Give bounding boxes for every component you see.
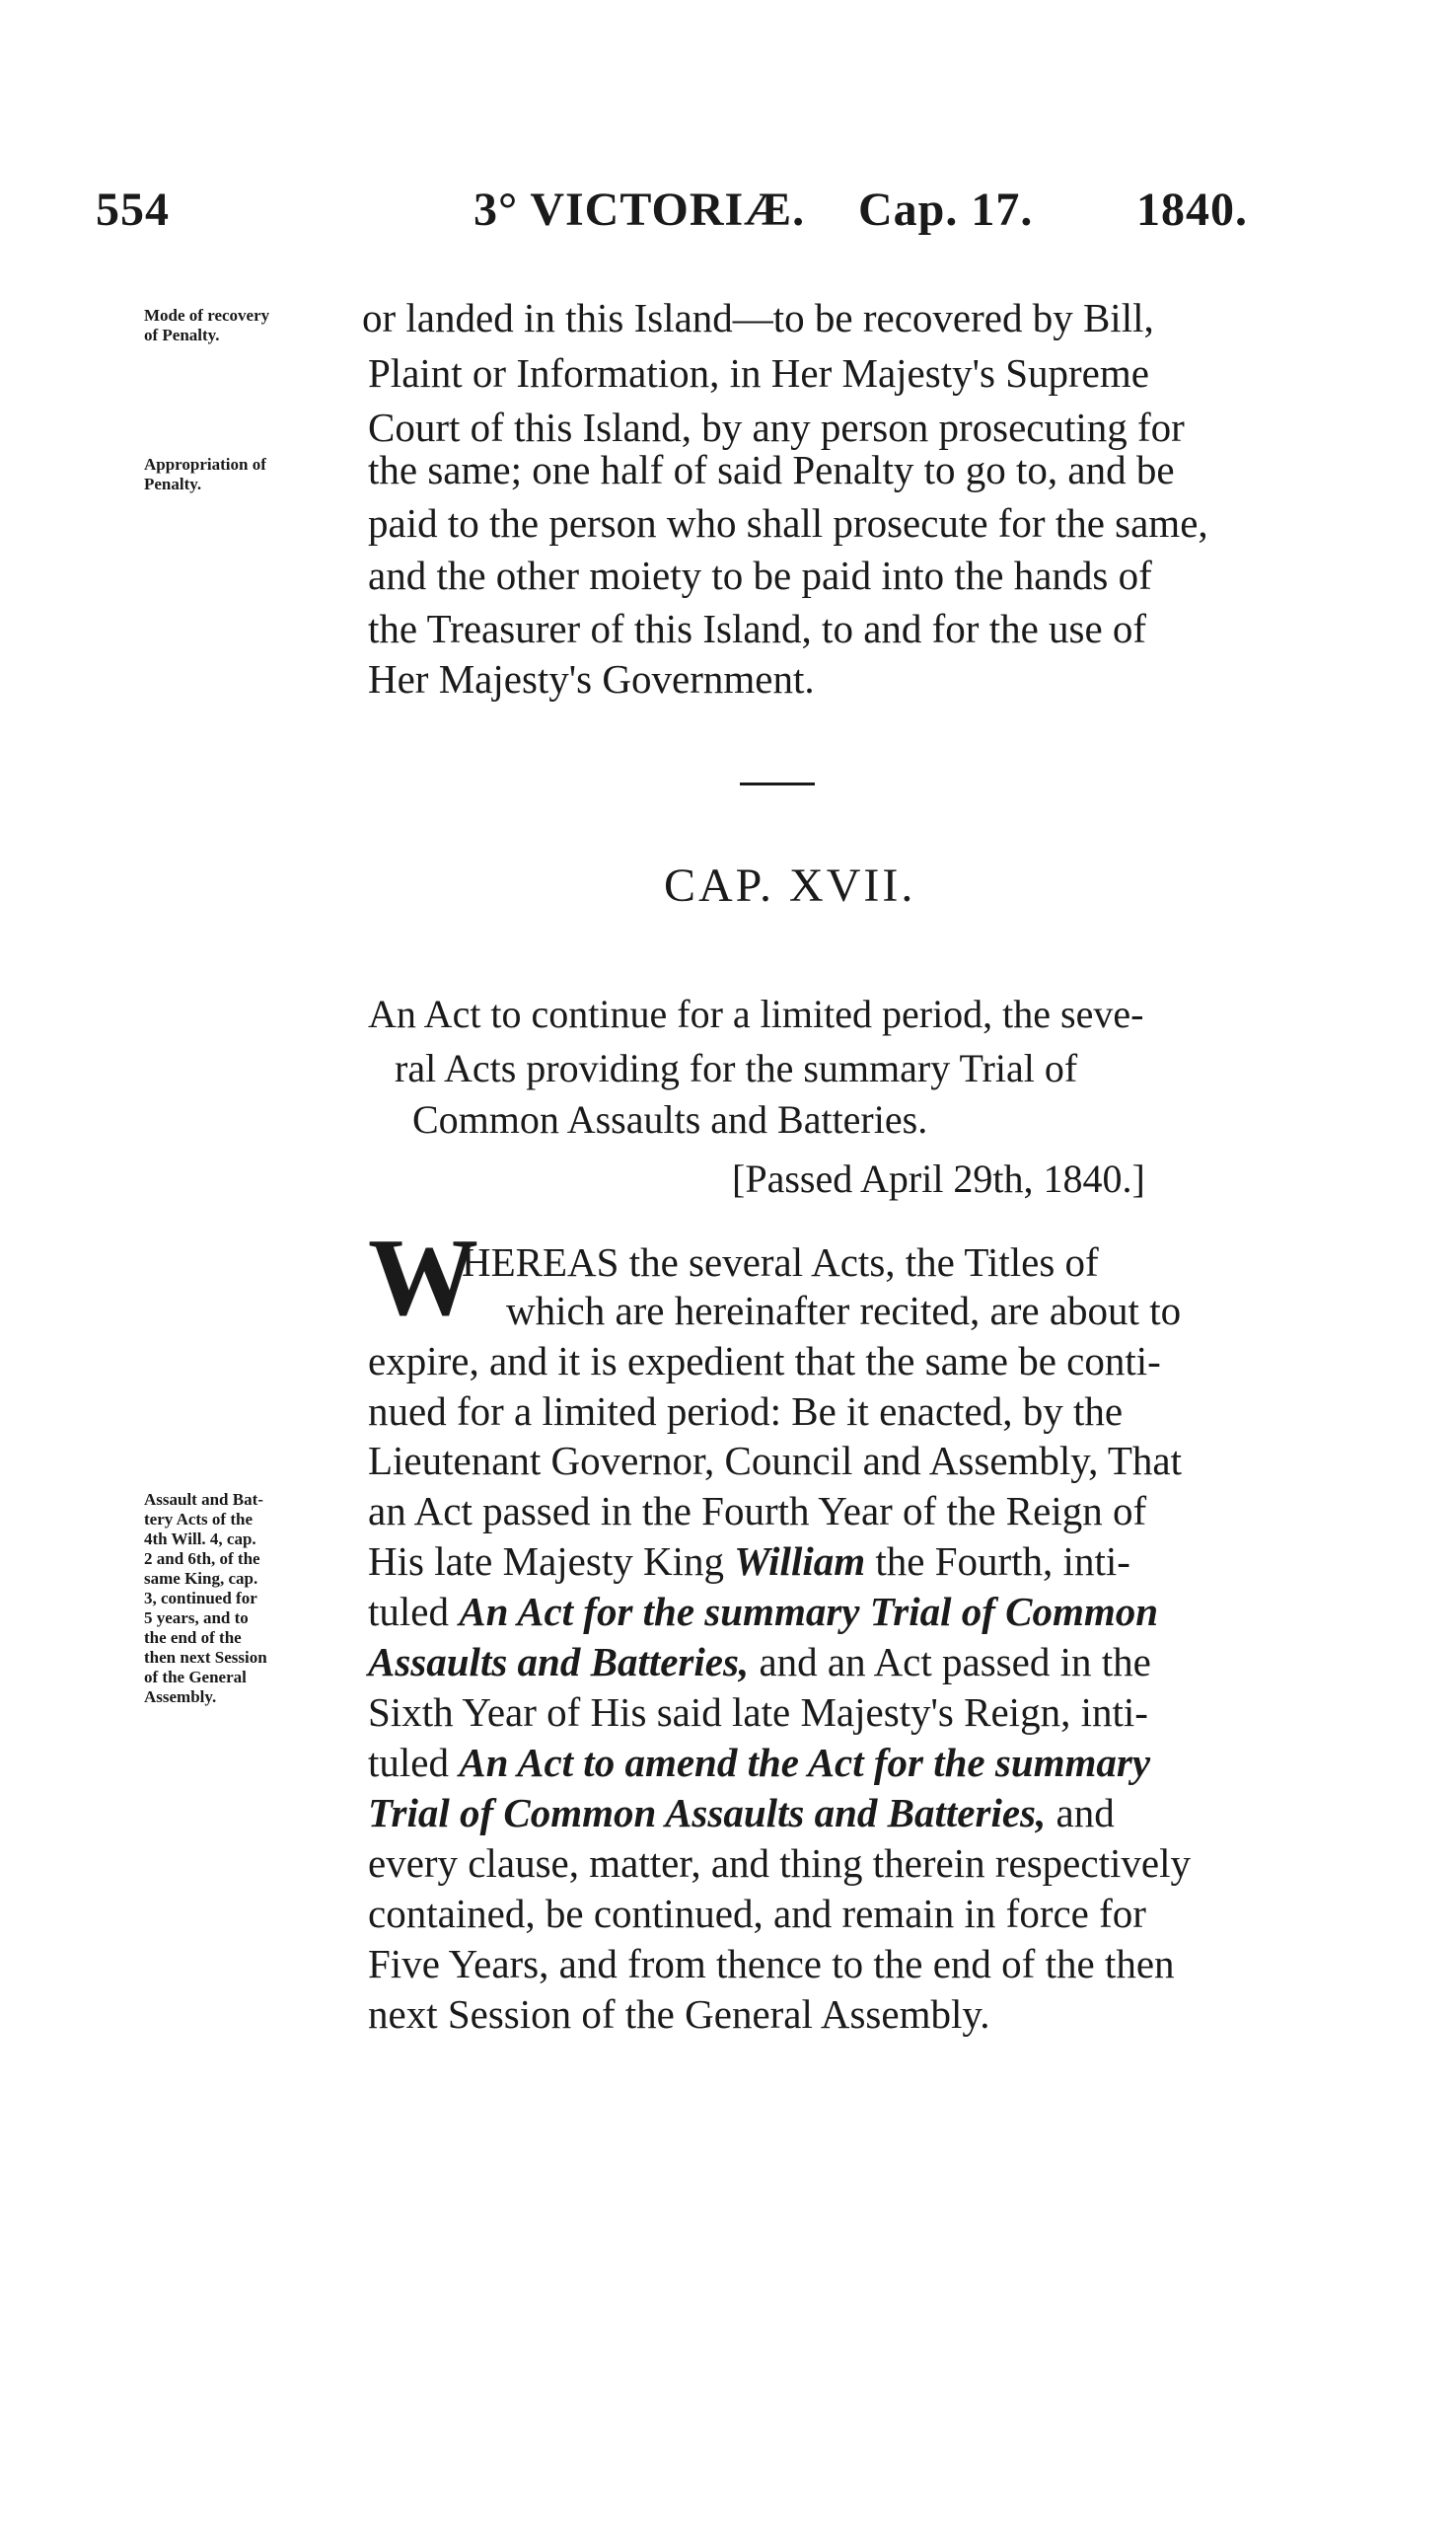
text-span: and an Act passed in the	[749, 1639, 1151, 1684]
text-span: tuled	[368, 1589, 460, 1634]
text-line: expire, and it is expedient that the same be conti-	[368, 1338, 1161, 1383]
margin-note-line: 4th Will. 4, cap.	[144, 1530, 256, 1548]
margin-note-line: 5 years, and to	[144, 1608, 249, 1627]
title-line: ral Acts providing for the summary Trial of	[395, 1046, 1078, 1090]
text-line: Five Years, and from thence to the end of the then	[368, 1941, 1175, 1986]
margin-note-line: Mode of recovery	[144, 306, 270, 325]
margin-note-line: 3, continued for	[144, 1589, 257, 1607]
margin-note-line: same King, cap.	[144, 1569, 258, 1588]
margin-note-line: 2 and 6th, of the	[144, 1549, 260, 1568]
text-line: the Treasurer of this Island, to and for the use of	[368, 606, 1147, 651]
drop-cap: W	[368, 1217, 478, 1339]
text-line: next Session of the General Assembly.	[368, 1991, 990, 2037]
margin-note-line: Assault and Bat-	[144, 1490, 263, 1509]
margin-note-line: of the General	[144, 1668, 247, 1686]
text-line: nued for a limited period: Be it enacted, by the	[368, 1388, 1124, 1434]
chapter-heading: CAP. XVII.	[664, 859, 916, 912]
text-span: His late Majesty King	[368, 1538, 735, 1584]
text-line: Her Majesty's Government.	[368, 656, 815, 702]
title-line: An Act to continue for a limited period, the seve-	[368, 992, 1144, 1036]
text-line: Court of this Island, by any person prosecuting for	[368, 405, 1185, 450]
text-line: Lieutenant Governor, Council and Assembly, That	[368, 1438, 1183, 1483]
year: 1840.	[1136, 184, 1248, 236]
text-line: an Act passed in the Fourth Year of the Reign of	[368, 1488, 1147, 1533]
text-line: or landed in this Island—to be recovered by Bill,	[362, 295, 1154, 340]
margin-note-line: Appropriation of	[144, 455, 266, 474]
text-line	[368, 1634, 1151, 1689]
margin-note-line: then next Session	[144, 1648, 267, 1667]
margin-note-line: Penalty.	[144, 475, 202, 493]
margin-note-recovery	[144, 306, 269, 345]
margin-note-appropriation	[144, 455, 266, 494]
chapter-ref: Cap. 17.	[858, 184, 1034, 236]
text-line: which are hereinafter recited, are about to	[506, 1288, 1182, 1333]
text-line: Plaint or Information, in Her Majesty's Supreme	[368, 350, 1149, 396]
italic-act-title: Assaults and Batteries,	[368, 1639, 750, 1684]
text-line: paid to the person who shall prosecute for the same,	[368, 500, 1208, 546]
text-line	[368, 1533, 1130, 1589]
text-line	[368, 1735, 1150, 1790]
text-span: and	[1046, 1790, 1115, 1835]
title-line: Common Assaults and Batteries.	[412, 1097, 928, 1142]
margin-note-line: tery Acts of the	[144, 1510, 253, 1529]
margin-note-line: the end of the	[144, 1628, 242, 1647]
italic-act-title: Trial of Common Assaults and Batteries,	[368, 1790, 1047, 1835]
text-line: Sixth Year of His said late Majesty's Reign, inti-	[368, 1689, 1148, 1735]
passed-date: [Passed April 29th, 1840.]	[732, 1157, 1145, 1201]
italic-act-title: An Act for the summary Trial of Common	[459, 1589, 1159, 1634]
text-line	[368, 1584, 1158, 1639]
text-line: and the other moiety to be paid into the hands of	[368, 553, 1152, 598]
margin-note-line: Assembly.	[144, 1687, 217, 1706]
text-line: every clause, matter, and thing therein respectively	[368, 1840, 1191, 1886]
text-line: contained, be continued, and remain in force for	[368, 1891, 1146, 1936]
text-line: HEREAS the several Acts, the Titles of	[462, 1239, 1099, 1285]
page-number: 554	[96, 184, 170, 236]
text-line	[368, 1785, 1115, 1840]
italic-act-title: An Act to amend the Act for the summary	[459, 1740, 1151, 1785]
text-span: the Fourth, inti-	[865, 1538, 1130, 1584]
margin-note-line: of Penalty.	[144, 326, 220, 344]
regnal-year: 3° VICTORIÆ.	[473, 184, 806, 236]
text-span: tuled	[368, 1740, 460, 1785]
margin-note-assault-acts	[144, 1490, 267, 1707]
italic-name: William	[734, 1538, 866, 1584]
section-divider	[740, 783, 815, 785]
text-line: the same; one half of said Penalty to go to, and be	[368, 447, 1175, 492]
